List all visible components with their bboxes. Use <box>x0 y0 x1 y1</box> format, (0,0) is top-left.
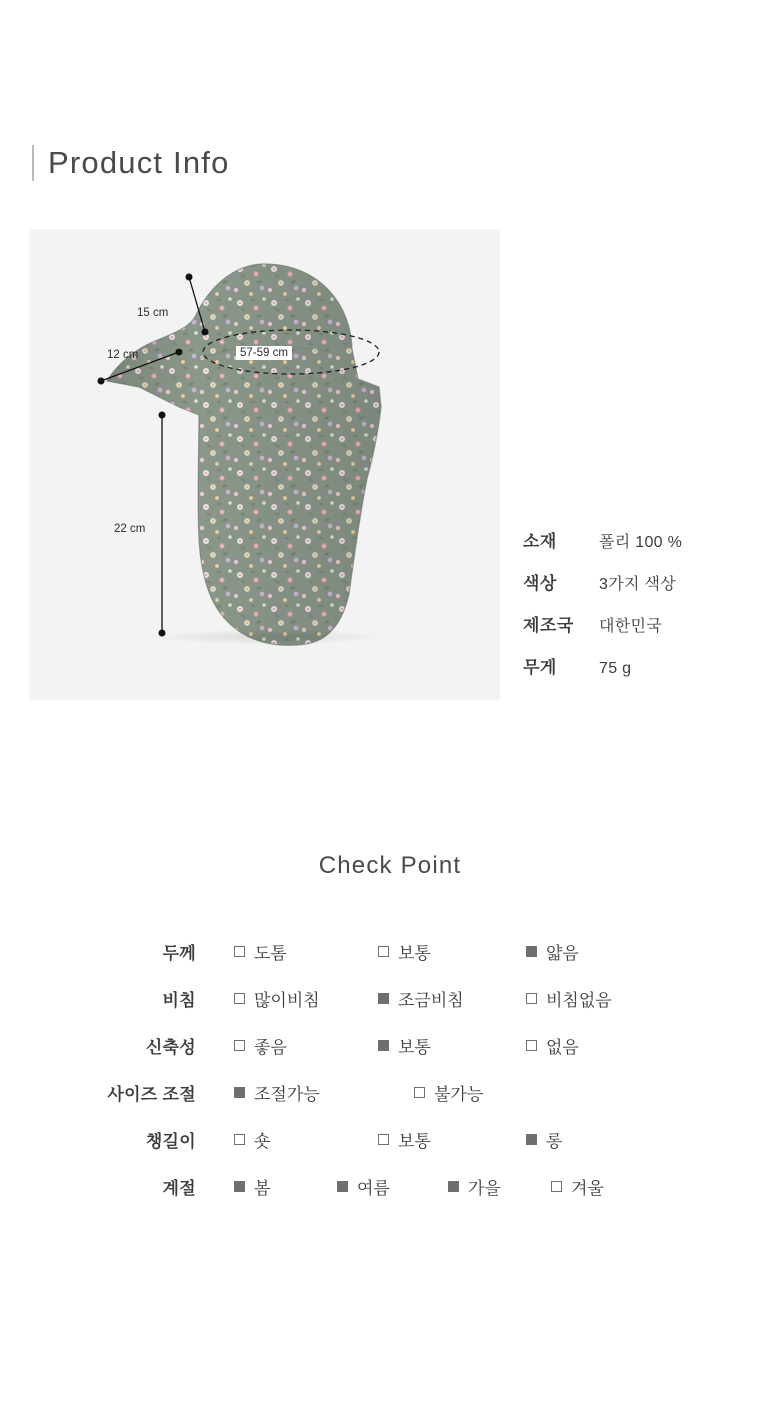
measurement-head-circumference: 57-59 cm <box>236 346 292 360</box>
check-option-label: 없음 <box>546 1038 579 1057</box>
check-option-label: 많이비침 <box>254 991 320 1010</box>
check-option[interactable] <box>551 1174 604 1199</box>
check-options <box>196 1127 686 1152</box>
check-option[interactable] <box>234 1033 378 1058</box>
check-options <box>196 986 686 1011</box>
check-row-label: 계절 <box>162 1179 196 1198</box>
check-option[interactable] <box>378 986 526 1011</box>
spec-label-weight: 무게 <box>523 658 557 677</box>
checkbox-icon[interactable] <box>551 1181 562 1192</box>
check-point-title: Check Point <box>318 852 462 879</box>
check-option-label: 보통 <box>398 1038 431 1057</box>
checkbox-icon[interactable] <box>234 1134 245 1145</box>
check-option-label: 얇음 <box>546 944 579 963</box>
check-option[interactable] <box>414 1080 483 1105</box>
title-accent-bar <box>32 145 34 181</box>
check-option-label: 좋음 <box>254 1038 287 1057</box>
check-options <box>196 939 686 964</box>
check-row-thickness <box>96 928 686 975</box>
check-option[interactable] <box>526 1127 562 1152</box>
spec-value-weight: 75 g <box>599 660 632 677</box>
check-row-label: 챙길이 <box>145 1132 196 1151</box>
checkbox-icon[interactable] <box>526 1040 537 1051</box>
check-option-label: 가을 <box>468 1179 501 1198</box>
check-options <box>196 1080 686 1105</box>
check-row-label: 사이즈 조절 <box>107 1085 196 1104</box>
check-option[interactable] <box>526 986 612 1011</box>
check-option[interactable] <box>234 1174 337 1199</box>
check-option[interactable] <box>526 939 579 964</box>
check-option[interactable] <box>448 1174 551 1199</box>
check-row-label: 신축성 <box>145 1038 196 1057</box>
spec-row <box>523 611 763 636</box>
checkbox-icon[interactable] <box>234 993 245 1004</box>
check-row-brim-length <box>96 1116 686 1163</box>
check-option[interactable] <box>234 986 378 1011</box>
checkbox-icon[interactable] <box>234 1040 245 1051</box>
check-option-label: 조절가능 <box>254 1085 320 1104</box>
check-option[interactable] <box>234 1080 414 1105</box>
hat-illustration <box>29 229 500 700</box>
spec-value-origin: 대한민국 <box>599 618 663 635</box>
drop-shadow <box>149 629 389 645</box>
check-options <box>196 1033 686 1058</box>
checkbox-icon[interactable] <box>378 1040 389 1051</box>
measurement-brim-front: 15 cm <box>137 307 169 319</box>
spec-label-material: 소재 <box>523 532 557 551</box>
check-option-label: 겨울 <box>571 1179 604 1198</box>
check-row-label: 두께 <box>162 944 196 963</box>
check-option-label: 조금비침 <box>398 991 464 1010</box>
spec-row <box>523 527 763 552</box>
check-option-label: 봄 <box>254 1179 271 1198</box>
check-option-label: 여름 <box>357 1179 390 1198</box>
checkbox-icon[interactable] <box>448 1181 459 1192</box>
spec-label-color: 색상 <box>523 574 557 593</box>
page-title <box>32 145 230 181</box>
checkbox-icon[interactable] <box>234 946 245 957</box>
check-row-label: 비침 <box>162 991 196 1010</box>
check-option[interactable] <box>234 1127 378 1152</box>
page-title-text: Product Info <box>48 145 230 180</box>
checkbox-icon[interactable] <box>378 1134 389 1145</box>
check-option[interactable] <box>337 1174 448 1199</box>
check-row-season <box>96 1163 686 1210</box>
spec-row <box>523 653 763 678</box>
check-option[interactable] <box>526 1033 579 1058</box>
checkbox-icon[interactable] <box>378 993 389 1004</box>
check-row-elasticity <box>96 1022 686 1069</box>
measurement-flap-length: 22 cm <box>114 523 146 535</box>
measurement-brim-side: 12 cm <box>107 349 139 361</box>
checkbox-icon[interactable] <box>337 1181 348 1192</box>
checkbox-icon[interactable] <box>378 946 389 957</box>
spec-label-origin: 제조국 <box>523 616 574 635</box>
checkbox-icon[interactable] <box>234 1181 245 1192</box>
checkbox-icon[interactable] <box>414 1087 425 1098</box>
spec-row <box>523 569 763 594</box>
check-option-label: 보통 <box>398 1132 431 1151</box>
check-option[interactable] <box>378 1033 526 1058</box>
product-image-panel <box>29 229 500 700</box>
spec-value-color: 3가지 색상 <box>599 576 676 593</box>
check-option-label: 비침없음 <box>546 991 612 1010</box>
checkbox-icon[interactable] <box>526 946 537 957</box>
check-option-label: 도톰 <box>254 944 287 963</box>
check-options <box>196 1174 686 1199</box>
checkbox-icon[interactable] <box>526 993 537 1004</box>
checkbox-icon[interactable] <box>234 1087 245 1098</box>
check-option-label: 보통 <box>398 944 431 963</box>
check-option[interactable] <box>378 1127 526 1152</box>
check-option-label: 롱 <box>546 1132 563 1151</box>
check-row-size-adjust <box>96 1069 686 1116</box>
check-option-label: 숏 <box>254 1132 271 1151</box>
checkbox-icon[interactable] <box>526 1134 537 1145</box>
check-option-label: 불가능 <box>434 1085 484 1104</box>
check-point-table <box>96 928 686 1210</box>
check-row-sheerness <box>96 975 686 1022</box>
spec-value-material: 폴리 100 % <box>599 534 683 551</box>
check-option[interactable] <box>234 939 378 964</box>
spec-list <box>523 527 763 695</box>
check-option[interactable] <box>378 939 526 964</box>
